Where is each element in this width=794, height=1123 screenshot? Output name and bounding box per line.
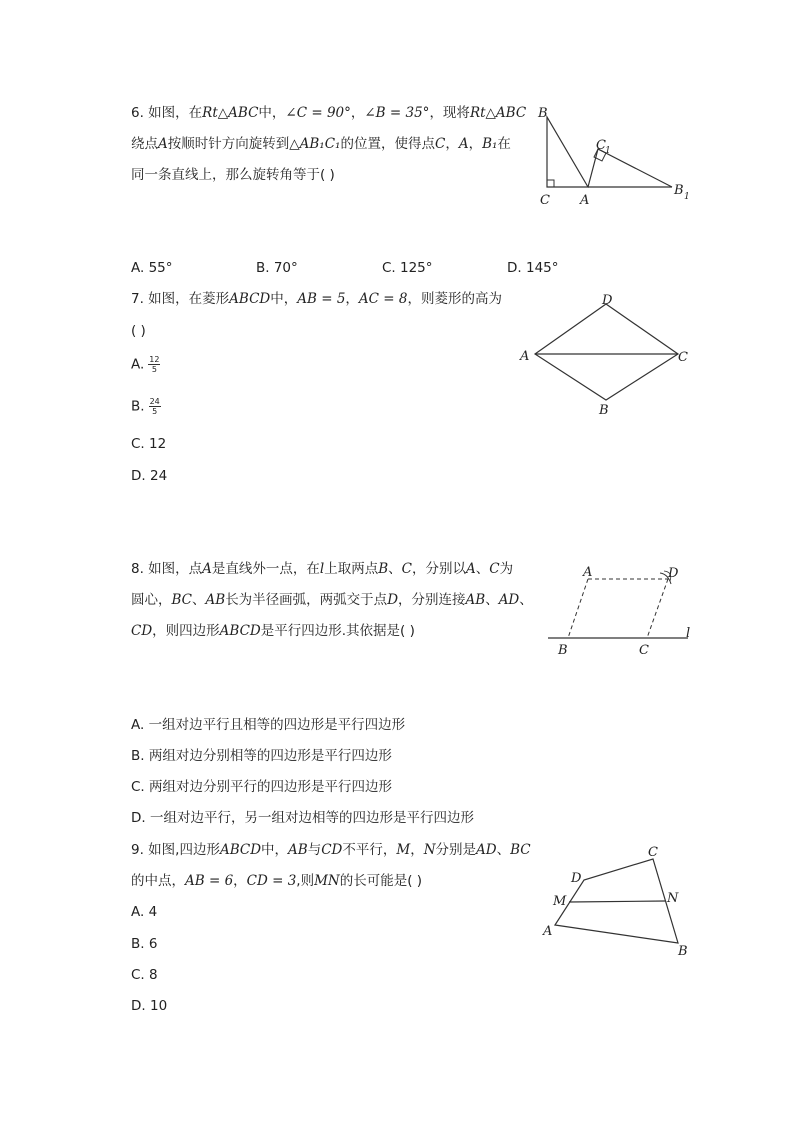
q6-math: A bbox=[158, 136, 168, 152]
q7-stem-line2: ( ) bbox=[131, 323, 146, 339]
q9-text: ， bbox=[410, 842, 424, 858]
q7-option-b-label: B. bbox=[131, 398, 145, 415]
q9-text: 中， bbox=[261, 842, 289, 858]
q8-text: 是平行四边形.其依据是( ) bbox=[260, 623, 415, 639]
q8-option-d[interactable]: D. 一组对边平行，另一组对边相等的四边形是平行四边形 bbox=[131, 810, 474, 826]
q9-text: 不平行， bbox=[342, 842, 397, 858]
q7-option-a-fraction bbox=[148, 355, 160, 374]
q8-text: ，则四边形 bbox=[152, 623, 220, 639]
q8-math: l bbox=[319, 561, 325, 577]
q7-label-c: C bbox=[678, 350, 688, 365]
q6-text: 的位置，使得点 bbox=[340, 136, 435, 152]
q9-label-m: M bbox=[553, 894, 567, 909]
q8-math: BC bbox=[171, 592, 193, 608]
q8-text: ，分别连接 bbox=[398, 592, 466, 608]
q8-stem-line1 bbox=[131, 560, 513, 578]
q7-option-b[interactable] bbox=[131, 397, 161, 416]
q6-option-b[interactable]: B. 70° bbox=[256, 260, 298, 276]
q6-stem-line3: 同一条直线上，那么旋转角等于( ) bbox=[131, 167, 335, 183]
q7-math: AC = 8 bbox=[358, 291, 408, 307]
q6-label-c: C bbox=[540, 193, 550, 208]
q6-text: ，现将 bbox=[429, 105, 470, 121]
q8-math: A bbox=[466, 561, 476, 577]
q6-math: Rt△ABC bbox=[202, 105, 259, 121]
q7-text: 7. 如图，在菱形 bbox=[131, 291, 230, 307]
q8-text: 、 bbox=[475, 561, 490, 577]
q6-math: A bbox=[458, 136, 469, 152]
q9-option-c[interactable]: C. 8 bbox=[131, 967, 158, 983]
q9-text: 的长可能是( ) bbox=[339, 873, 423, 889]
q6-text: 按顺时针方向旋转到 bbox=[167, 136, 290, 152]
q8-option-a[interactable]: A. 一组对边平行且相等的四边形是平行四边形 bbox=[131, 717, 406, 733]
q8-math: CD bbox=[131, 623, 153, 639]
q6-text: ， bbox=[445, 136, 459, 152]
q8-label-b: B bbox=[558, 643, 568, 658]
q6-text: ， bbox=[468, 136, 483, 152]
q8-text: 、 bbox=[192, 592, 206, 608]
q9-text: ， bbox=[233, 873, 247, 889]
q9-option-a[interactable]: A. 4 bbox=[131, 904, 158, 920]
q8-text: 长为半径画弧，两弧交于点 bbox=[225, 592, 388, 608]
q9-option-b[interactable]: B. 6 bbox=[131, 936, 158, 952]
q6-option-d[interactable]: D. 145° bbox=[507, 260, 559, 276]
q9-text: 的中点， bbox=[131, 873, 185, 889]
q9-math: MN bbox=[314, 873, 340, 889]
q9-math: ABCD bbox=[219, 842, 262, 858]
q8-math: AB bbox=[465, 592, 486, 608]
q6-label-a: A bbox=[580, 193, 590, 208]
q8-text: 、 bbox=[519, 592, 533, 608]
q8-label-d: D bbox=[668, 566, 679, 581]
q8-text: 上取两点 bbox=[324, 561, 379, 577]
q7-option-c[interactable]: C. 12 bbox=[131, 436, 167, 452]
q7-option-a-numerator: 12 bbox=[149, 355, 160, 364]
q9-stem-line1 bbox=[131, 841, 531, 859]
q7-text: ， bbox=[345, 291, 359, 307]
q7-option-b-fraction bbox=[149, 397, 161, 416]
q7-option-a-label: A. bbox=[131, 356, 145, 373]
q6-text: 中， bbox=[258, 105, 286, 121]
q6-math: B₁ bbox=[482, 136, 498, 152]
q8-option-b[interactable]: B. 两组对边分别相等的四边形是平行四边形 bbox=[131, 748, 392, 764]
q7-option-b-numerator: 24 bbox=[149, 397, 160, 406]
q8-math: C bbox=[401, 561, 413, 577]
q9-label-c: C bbox=[648, 845, 658, 860]
q7-option-d[interactable]: D. 24 bbox=[131, 468, 168, 484]
q7-text: ，则菱形的高为 bbox=[407, 291, 502, 307]
q9-option-d[interactable]: D. 10 bbox=[131, 998, 168, 1014]
q6-stem-line2 bbox=[131, 135, 511, 153]
q9-text: 与 bbox=[307, 842, 322, 858]
q8-math: A bbox=[202, 561, 212, 577]
q8-math: D bbox=[387, 592, 399, 608]
q9-math: CD bbox=[321, 842, 343, 858]
q7-text: 中， bbox=[270, 291, 298, 307]
q6-text: ， bbox=[350, 105, 365, 121]
q6-text: 6. 如图，在 bbox=[131, 105, 203, 121]
q8-figure bbox=[540, 560, 700, 660]
q7-label-a: A bbox=[520, 349, 530, 364]
q6-math: ∠B = 35° bbox=[364, 105, 430, 121]
q9-math: BC bbox=[510, 842, 531, 858]
q6-math: ∠C = 90° bbox=[285, 105, 351, 121]
q9-math: AB bbox=[288, 842, 308, 858]
q8-text: 是直线外一点，在 bbox=[211, 561, 320, 577]
q9-math: CD = 3 bbox=[246, 873, 297, 889]
q9-label-a: A bbox=[543, 924, 553, 939]
q7-option-a-denominator: 5 bbox=[151, 365, 157, 374]
q8-label-c: C bbox=[639, 643, 649, 658]
q6-math: C bbox=[434, 136, 446, 152]
q8-label-l: l bbox=[686, 626, 691, 641]
q9-math: AD bbox=[476, 842, 497, 858]
q8-stem-line2 bbox=[131, 591, 533, 609]
q6-option-c[interactable]: C. 125° bbox=[382, 260, 433, 276]
q8-math: AB bbox=[205, 592, 226, 608]
q9-math: M bbox=[396, 842, 411, 858]
q7-option-b-denominator: 5 bbox=[152, 407, 158, 416]
q9-text: 、 bbox=[496, 842, 511, 858]
q8-text: 、 bbox=[485, 592, 499, 608]
q9-label-d: D bbox=[571, 871, 582, 886]
q6-stem-line1 bbox=[131, 104, 526, 122]
q6-label-b1: B bbox=[674, 183, 684, 198]
q8-option-c[interactable]: C. 两组对边分别平行的四边形是平行四边形 bbox=[131, 779, 393, 795]
q6-math: Rt△ABC bbox=[469, 105, 527, 121]
q6-label-c1: C bbox=[596, 138, 606, 153]
q9-math: N bbox=[423, 842, 436, 858]
q8-text: 、 bbox=[388, 561, 402, 577]
q7-stem-line1 bbox=[131, 290, 502, 308]
q8-text: 8. 如图，点 bbox=[131, 561, 203, 577]
q6-label-b: B bbox=[538, 106, 548, 121]
q9-math: AB = 6 bbox=[185, 873, 234, 889]
q6-label-b1-sub: 1 bbox=[684, 192, 690, 202]
q9-text: 9. 如图,四边形 bbox=[131, 842, 220, 858]
q7-option-a[interactable] bbox=[131, 355, 160, 374]
q8-text: 圆心， bbox=[131, 592, 172, 608]
q9-label-n: N bbox=[667, 891, 679, 906]
q6-text: 在 bbox=[497, 136, 511, 152]
q9-label-b: B bbox=[678, 944, 688, 959]
q7-label-d: D bbox=[602, 293, 613, 308]
q8-text: 为 bbox=[499, 561, 514, 577]
q9-text: ,则 bbox=[296, 873, 315, 889]
q7-label-b: B bbox=[599, 403, 609, 418]
q9-stem-line2 bbox=[131, 872, 422, 890]
q8-math: C bbox=[489, 561, 500, 577]
q8-label-a: A bbox=[583, 565, 593, 580]
q8-stem-line3 bbox=[131, 622, 415, 640]
q8-math: AD bbox=[498, 592, 520, 608]
q6-option-a[interactable]: A. 55° bbox=[131, 260, 173, 276]
q7-figure bbox=[515, 290, 695, 420]
q7-math: AB = 5 bbox=[297, 291, 346, 307]
q7-math: ABCD bbox=[229, 291, 271, 307]
q6-figure bbox=[530, 100, 700, 210]
q6-label-c1-sub: 1 bbox=[605, 146, 611, 156]
q6-math: △AB₁C₁ bbox=[289, 136, 341, 152]
q9-figure bbox=[535, 840, 705, 965]
q8-text: ，分别以 bbox=[412, 561, 467, 577]
q6-text: 绕点 bbox=[131, 136, 158, 152]
q8-math: ABCD bbox=[219, 623, 261, 639]
q9-text: 分别是 bbox=[435, 842, 477, 858]
q8-math: B bbox=[378, 561, 389, 577]
